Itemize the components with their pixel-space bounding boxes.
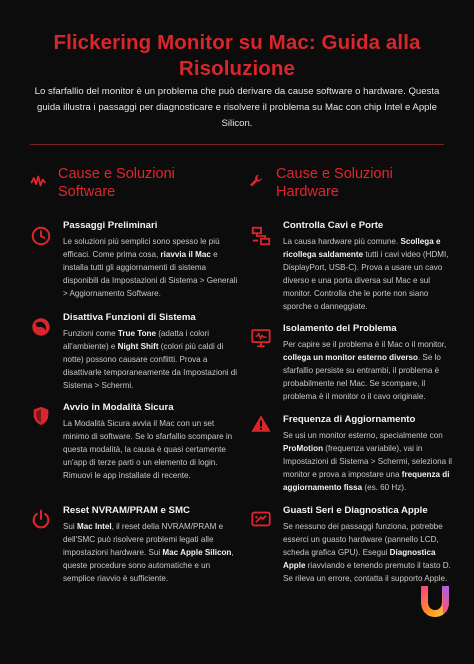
monitor-icon xyxy=(250,327,272,349)
diagnostic-icon xyxy=(250,508,272,530)
network-icon xyxy=(250,225,272,247)
hardware-item-isolation: Isolamento del Problema Per capire se il problema è il Mac o il monitor, collega un monitor esterno diverso. Se lo sfarfallio persiste su entrambi, il problema è probabilmente nel Mac. Se scompare, il problema è il monitor o il cavo originale. xyxy=(283,323,447,401)
contrast-icon xyxy=(30,316,52,338)
waveform-icon xyxy=(30,172,48,190)
clock-icon xyxy=(30,225,52,247)
power-icon xyxy=(30,508,52,530)
divider xyxy=(30,144,444,145)
software-item-preliminary: Passaggi Preliminari Le soluzioni più semplici sono spesso le più efficaci. Come prima cosa, riavvia il Mac e installa tutti gli aggiornamenti di sistema disponibili da Impostazioni di Sistema > Generali > Aggiornamento Software. xyxy=(63,220,238,298)
software-item-system-functions: Disattiva Funzioni di Sistema Funzioni come True Tone (adatta i colori all'ambiente) e Night Shift (colori più caldi di notte) possono causare conflitti. Prova a disattivarle temporaneamente da Impostazioni di Sistema > Schermi. xyxy=(63,312,238,390)
warning-icon xyxy=(250,413,272,435)
page-title: Flickering Monitor su Mac: Guida alla Risoluzione xyxy=(53,31,421,80)
software-heading: Cause e Soluzioni Software xyxy=(30,165,175,201)
hardware-item-cables: Controlla Cavi e Porte La causa hardware più comune. Scollega e ricollega saldamente tutti i cavi video (HDMI, DisplayPort, USB-C). Prova a usare un cavo diverso e una porta diversa sul Mac e sul monitor. Controlla che le porte non siano sporche o danneggiate. xyxy=(283,220,449,311)
software-item-nvram-reset: Reset NVRAM/PRAM e SMC Sui Mac Intel, il reset della NVRAM/PRAM e dell'SMC può risolvere problemi legati alle impostazioni hardware. Sui Mac Apple Silicon, queste procedure sono automatiche e un semplice riavvio è sufficiente. xyxy=(63,505,234,583)
intro-text: Lo sfarfallio del monitor è un problema che può derivare da cause software o hardware. Questa guida illustra i passaggi per diagnosticare e risolvere il problema su Mac con chip Intel e Apple Silicon. xyxy=(34,86,440,129)
wrench-icon xyxy=(248,172,266,190)
shield-icon xyxy=(30,405,52,427)
software-item-safe-mode: Avvio in Modalità Sicura La Modalità Sicura avvia il Mac con un set minimo di software. Se lo sfarfallio scompare in questa modalità, la causa è quasi certamente un'app di terze parti o un elemento di login. Rimuovi le app installate di recente. xyxy=(63,402,233,480)
hardware-item-apple-diagnostics: Guasti Seri e Diagnostica Apple Se nessuno dei passaggi funziona, potrebbe esserci un guasto hardware (pannello LCD, scheda grafica GPU). Esegui Diagnostica Apple riavviando e tenendo premuto il tasto D. Se rileva un errore, contatta il supporto Apple. xyxy=(283,505,451,583)
hardware-heading: Cause e Soluzioni Hardware xyxy=(248,165,393,201)
hardware-item-refresh-rate: Frequenza di Aggiornamento Se usi un monitor esterno, specialmente con ProMotion (frequenza variabile), vai in Impostazioni di Sistema > Schermi, seleziona il monitor e prova a impostare una frequenza di aggiornamento fissa (es. 60 Hz). xyxy=(283,414,452,492)
brand-logo xyxy=(415,580,455,620)
